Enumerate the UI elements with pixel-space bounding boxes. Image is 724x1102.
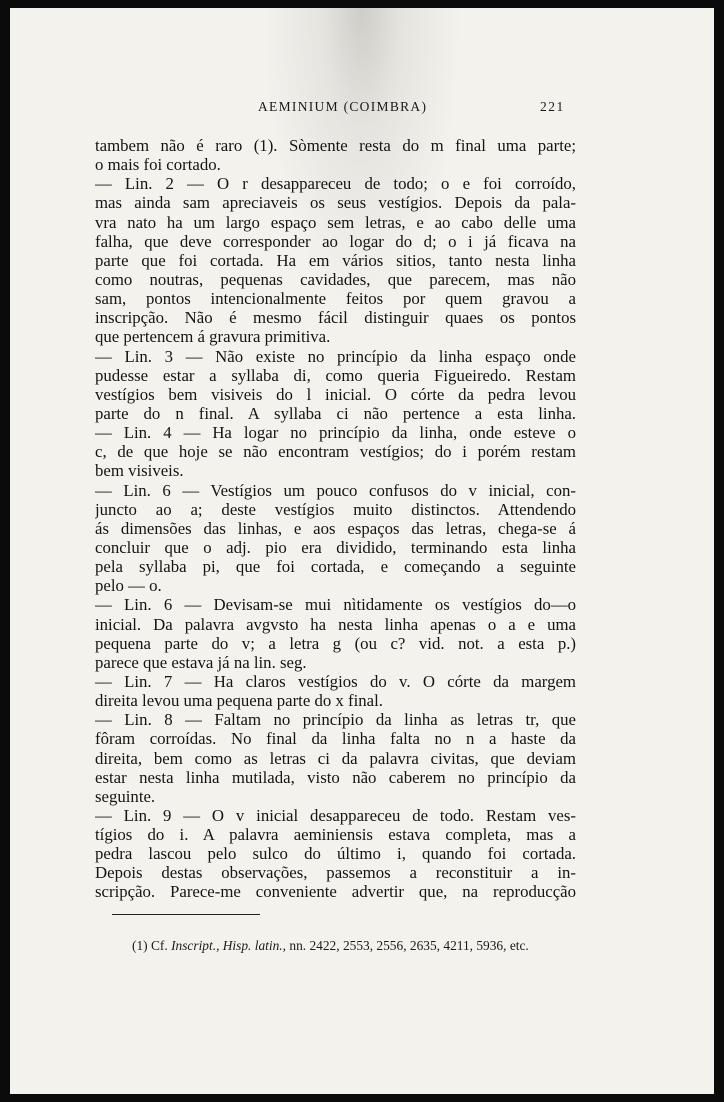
text-line: direita levou uma pequena parte do x final.	[95, 691, 383, 711]
footnote-rule	[112, 914, 260, 915]
text-line: — Lin. 2 — O r desappareceu de todo; o e foi corroído,	[95, 174, 576, 194]
text-line: inicial. Da palavra avgvsto ha nesta linha apenas o a e uma	[95, 614, 576, 634]
text-line: — Lin. 6 — Vestígios um pouco confusos do v inicial, con-	[95, 480, 576, 500]
text-line: c, de que hoje se não encontram vestígios; do i porém restam	[95, 442, 576, 462]
text-line: Depois destas observações, passemos a reconstituir a in-	[95, 863, 576, 883]
text-line: parte do n final. A syllaba ci não pertence a esta linha.	[95, 403, 576, 423]
page-number: 221	[540, 99, 565, 114]
text-line: vestígios bem visiveis do l inicial. O córte da pedra levou	[95, 384, 576, 404]
text-line: — Lin. 6 — Devisam-se mui nìtidamente os vestígios do—o	[95, 595, 576, 615]
text-line: que pertencem á gravura primitiva.	[95, 327, 331, 347]
text-line: sam, pontos intencionalmente feitos por quem gravou a	[95, 289, 576, 309]
text-line: concluir que o adj. pio era dividido, terminando esta linha	[95, 537, 576, 557]
text-line: o mais foi cortado.	[95, 155, 221, 175]
text-line: pelo — o.	[95, 576, 162, 596]
book-page	[10, 8, 714, 1094]
text-line: como noutras, pequenas cavidades, que parecem, mas não	[95, 269, 576, 289]
text-line: — Lin. 4 — Ha logar no princípio da linha, onde esteve o	[95, 423, 576, 443]
text-line: mas ainda sam apreciaveis os seus vestígios. Depois da pala-	[95, 193, 576, 213]
text-line: — Lin. 9 — O v inicial desappareceu de todo. Restam ves-	[95, 805, 576, 825]
body-text	[95, 136, 576, 902]
running-head	[10, 99, 714, 119]
text-line: — Lin. 3 — Não existe no princípio da linha espaço onde	[95, 346, 576, 366]
text-line: pudesse estar a syllaba di, como queria Figueiredo. Restam	[95, 365, 576, 385]
text-line: tambem não é raro (1). Sòmente resta do m final uma parte;	[95, 136, 576, 155]
text-line: fôram corroídas. No final da linha falta no n a haste da	[95, 729, 576, 749]
text-line: — Lin. 7 — Ha claros vestígios do v. O córte da margem	[95, 671, 576, 691]
text-line: pequena parte do v; a letra g (ou c? vid. not. a esta p.)	[95, 633, 576, 653]
text-line: ás dimensões das linhas, e aos espaços das letras, chega-se á	[95, 518, 576, 538]
text-line: — Lin. 8 — Faltam no princípio da linha as letras tr, que	[95, 710, 576, 730]
text-line: scripção. Parece-me conveniente advertir que, na reproducção	[95, 882, 576, 902]
text-line: juncto ao a; deste vestígios muito distinctos. Attendendo	[95, 499, 576, 519]
footnote-refs: nn. 2422, 2553, 2556, 2635, 4211, 5936, etc.	[289, 938, 529, 953]
running-head-title: AEMINIUM (COIMBRA)	[258, 99, 428, 114]
text-line: pedra lascou pelo sulco do último i, quando foi cortada.	[95, 844, 576, 864]
footnote	[132, 938, 529, 954]
text-line: inscripção. Não é mesmo fácil distinguir quaes os pontos	[95, 308, 576, 328]
text-line: parece que estava já na lin. seg.	[95, 652, 307, 672]
text-line: parte que foi cortada. Ha em vários sitios, tanto nesta linha	[95, 250, 576, 270]
text-line: bem visiveis.	[95, 461, 184, 481]
text-line: direita, bem como as letras ci da palavra civitas, que deviam	[95, 748, 576, 768]
text-line: seguinte.	[95, 786, 156, 806]
text-line: vra nato ha um largo espaço sem letras, e ao cabo delle uma	[95, 212, 576, 232]
footnote-source: Inscript., Hisp. latin.,	[171, 938, 287, 953]
text-line: tígios do i. A palavra aeminiensis estava completa, mas a	[95, 825, 576, 845]
text-line: estar nesta linha mutilada, visto não caberem no princípio da	[95, 767, 576, 787]
text-line: falha, que deve corresponder ao logar do d; o i já ficava na	[95, 231, 576, 251]
footnote-marker: (1) Cf.	[132, 938, 168, 953]
text-line: pela syllaba pi, que foi cortada, e começando a seguinte	[95, 557, 576, 577]
